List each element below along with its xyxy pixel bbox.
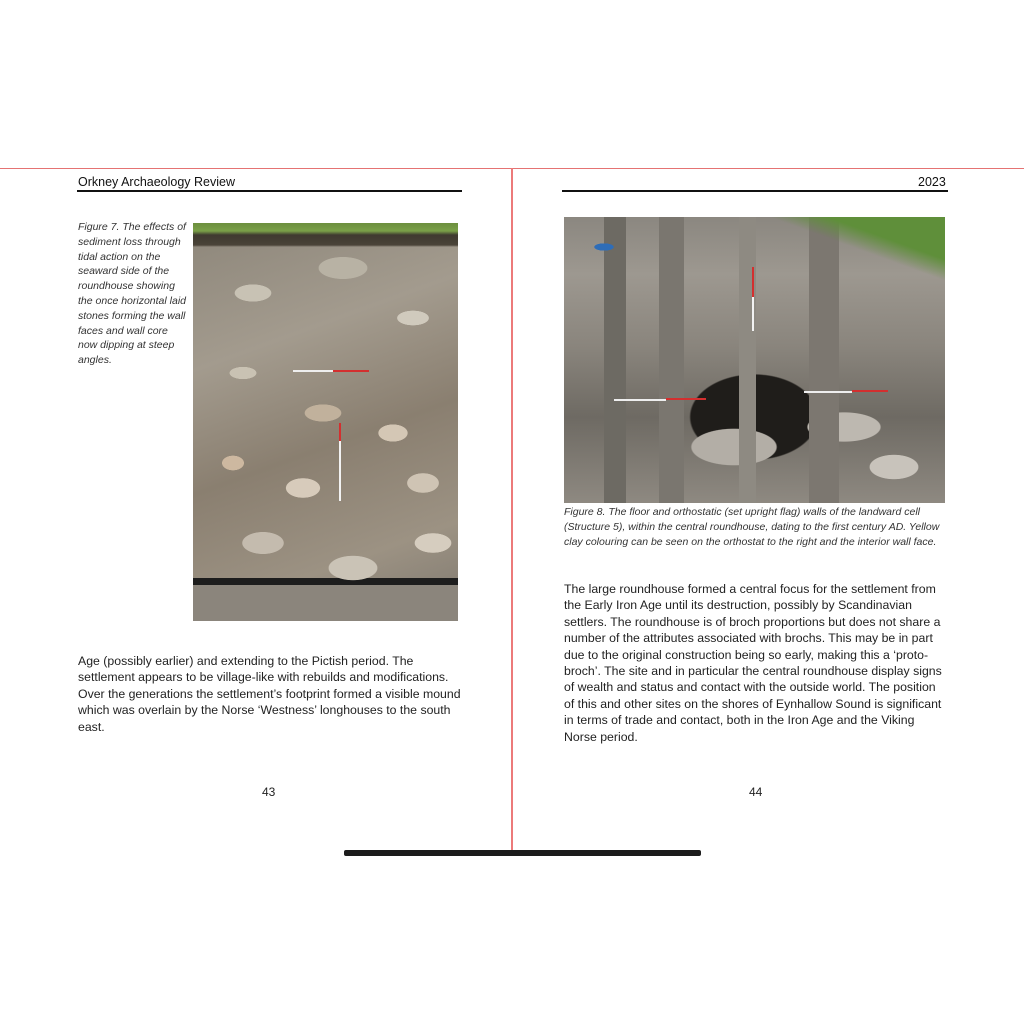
figure-8-photo [564, 217, 945, 503]
figure-8-caption: Figure 8. The floor and orthostatic (set upright flag) walls of the landward cell (Structure 5), within the central roundhouse, dating to the first century AD. Yellow clay colouring can be seen on the orthostat to the right and the interior wall face. [564, 506, 940, 548]
scale-bar-white-2 [804, 391, 852, 393]
left-body-paragraph: Age (possibly earlier) and extending to the Pictish period. The settlement appears to be village-like with rebuilds and modifications. Over the generations the settlement’s footprint formed a visible mound which was overlain by the Norse ‘Westness’ longhouses to the south east. [78, 654, 461, 734]
running-head-title: Orkney Archaeology Review [78, 175, 236, 189]
scale-bar-vertical-red [752, 267, 754, 297]
page-spine-divider [511, 168, 513, 850]
right-body-paragraph: The large roundhouse formed a central focus for the settlement from the Early Iron Age until its destruction, possibly by Scandinavian settlers. The roundhouse is of broch proportions but does not share a number of the attributes associated with brochs. This may be in part due to the original construction being so early, making this a ‘proto-broch’. The site and in particular the central roundhouse display signs of wealth and status and contact with the outside world. The position of this and other sites on the shores of Eynhallow Sound is significant in terms of trade and contact, both in the Iron Age and the Viking Norse period. [564, 582, 942, 744]
page-number-right: 44 [749, 785, 763, 799]
scroll-indicator-bar[interactable] [344, 850, 701, 856]
scale-bar-red [666, 398, 706, 400]
scale-bar-vertical-red [339, 423, 341, 441]
header-rule [77, 190, 462, 192]
scale-bar-white [614, 399, 666, 401]
scale-bar-red-2 [852, 390, 888, 392]
header-rule [562, 190, 948, 192]
page-number-left: 43 [262, 785, 276, 799]
figure-7-photo [193, 223, 458, 621]
scale-bar-red [333, 370, 369, 372]
scale-bar-vertical-white [752, 297, 754, 331]
running-head-year: 2023 [918, 175, 946, 189]
figure-7-caption: Figure 7. The effects of sediment loss through tidal action on the seaward side of the roundhouse showing the once horizontal laid stones forming the wall faces and wall core now dipping at steep angles. [78, 221, 186, 367]
scale-bar-white [293, 370, 333, 372]
scale-bar-vertical-white [339, 441, 341, 501]
